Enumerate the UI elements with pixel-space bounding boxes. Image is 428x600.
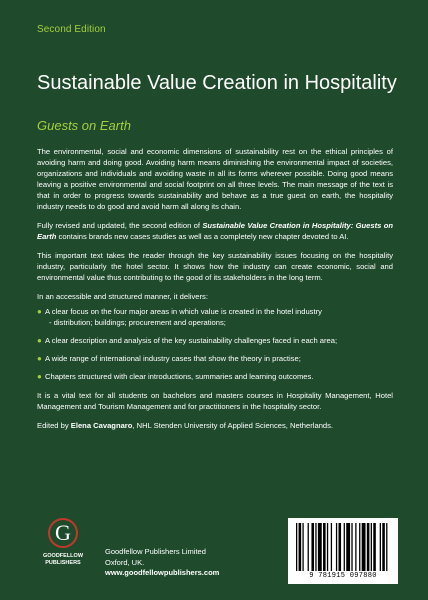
paragraph-2-tail: contains brands new cases studies as well as a completely new chapter devoted to AI. — [56, 232, 349, 241]
blurb-paragraph-4: It is a vital text for all students on bachelors and masters courses in Hospitality Management, Hotel Management and Tourism Management and for practitioners in the hospitality sector. — [37, 391, 393, 411]
list-item-subtext: - distribution; buildings; procurement and operations; — [49, 318, 226, 327]
publisher-url: www.goodfellowpublishers.com — [105, 568, 220, 577]
publisher-logo — [40, 518, 86, 582]
blurb — [37, 146, 393, 439]
isbn-barcode — [288, 518, 398, 584]
paragraph-2-book-title: Sustainable Value Creation in Hospitality: Guests on Earth — [37, 221, 393, 241]
list-intro: In an accessible and structured manner, it delivers: — [37, 292, 208, 301]
list-item — [37, 306, 393, 328]
list-item-text: A clear focus on the four major areas in which value is created in the hotel industry — [45, 307, 322, 316]
editor-credit — [37, 420, 393, 431]
edition-label: Second Edition — [37, 24, 106, 35]
list-item — [37, 335, 393, 346]
book-title: Sustainable Value Creation in Hospitality — [37, 72, 397, 94]
list-item-text: A clear description and analysis of the key sustainability challenges faced in each area; — [45, 336, 338, 345]
logo-letter: G — [55, 520, 71, 545]
editor-prefix: Edited by — [37, 421, 71, 430]
logo-line-2: PUBLISHERS — [45, 560, 81, 566]
blurb-paragraph-2 — [37, 220, 393, 242]
publisher-info — [105, 547, 219, 579]
bullet-icon: ● — [37, 372, 42, 381]
blurb-paragraph-3: This important text takes the reader through the key sustainability issues focusing on the hospitality industry, particularly the hotel sector. It shows how the industry can create economic, social and environmental value thus contributing to the good of its stakeholders in the long term. — [37, 251, 393, 282]
paragraph-2-lead: Fully revised and updated, the second edition of — [37, 221, 203, 230]
list-item-text: Chapters structured with clear introductions, summaries and learning outcomes. — [45, 372, 314, 381]
feature-list — [37, 306, 393, 382]
barcode-icon — [296, 523, 390, 571]
bullet-icon: ● — [37, 336, 42, 345]
editor-name: Elena Cavagnaro — [70, 421, 133, 430]
editor-affiliation: , NHL Stenden University of Applied Sciences, Netherlands. — [132, 421, 334, 430]
bullet-icon: ● — [37, 307, 42, 316]
bullet-icon: ● — [37, 354, 42, 363]
list-item — [37, 371, 393, 382]
blurb-paragraph-1: The environmental, social and economic dimensions of sustainability rest on the ethical principles of avoiding harm and doing good. Avoiding harm means diminishing the environmental impact of societies, organizations and individuals and avoiding waste in all its forms wherever possible. Doing good means leaving a positive environmental and social footprint on all three levels. The main message of the text is that in order to progress towards sustainability and behave as a true guest on earth, the hospitality industry needs to do good and avoid harm all along its chain. — [37, 147, 393, 211]
logo-line-1: GOODFELLOW — [42, 553, 84, 559]
publisher-location: Oxford, UK. — [105, 557, 145, 567]
list-item — [37, 353, 393, 364]
logo-wordmark — [40, 553, 86, 567]
isbn-number: 9 781915 097880 — [309, 572, 377, 580]
book-subtitle: Guests on Earth — [37, 118, 131, 133]
publisher-name: Goodfellow Publishers Limited — [105, 547, 206, 556]
list-item-text: A wide range of international industry cases that show the theory in practise; — [45, 354, 301, 363]
